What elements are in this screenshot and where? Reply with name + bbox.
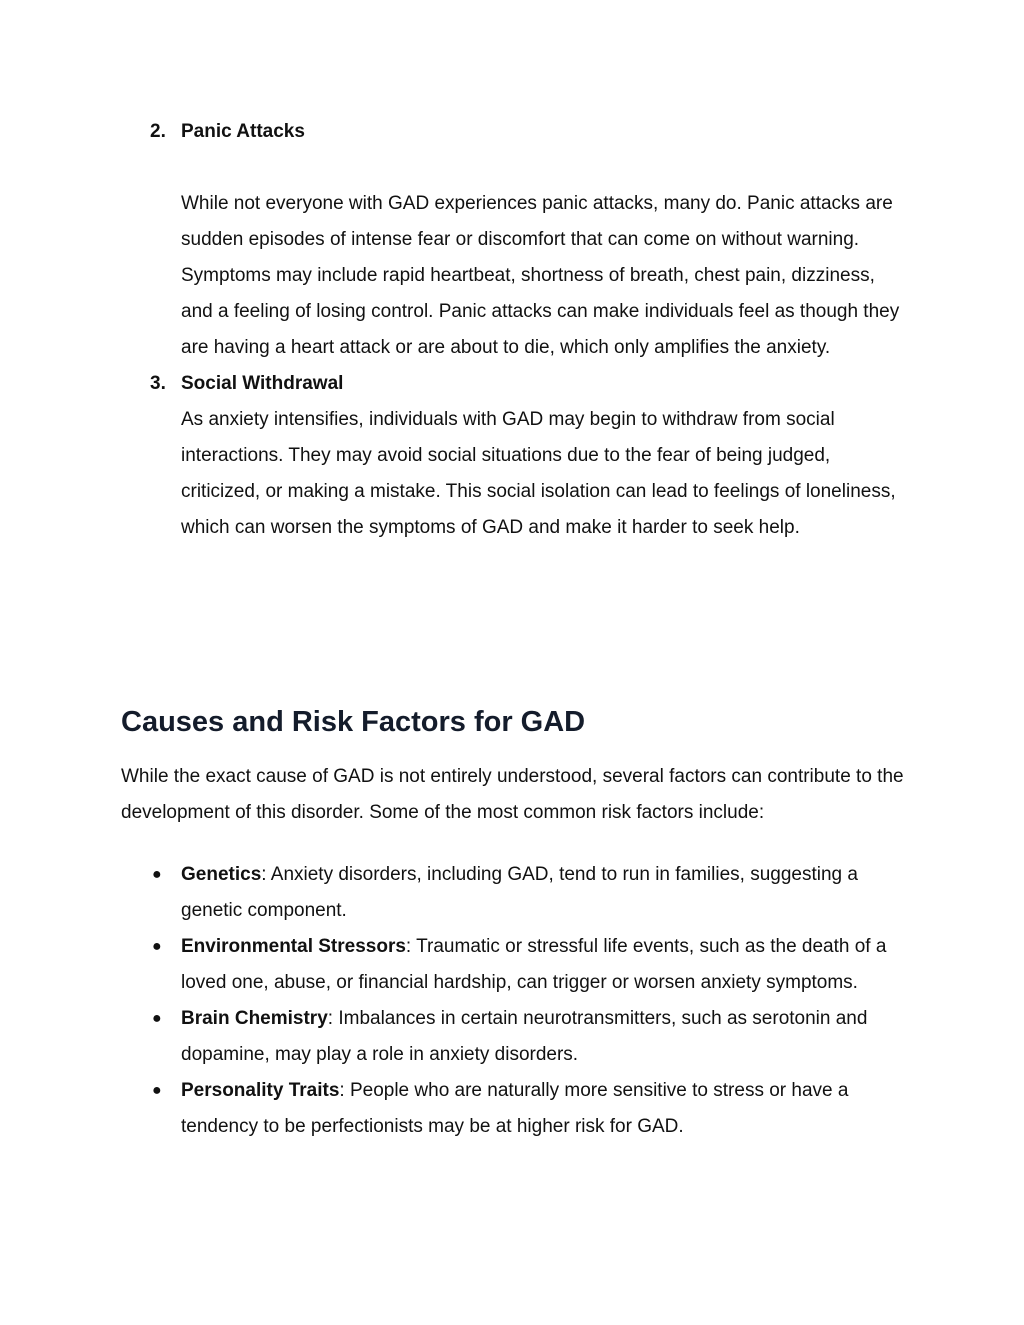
list-item: [0, 857, 911, 929]
risk-factor-list: [0, 857, 1024, 1145]
list-item-panic-attacks: [0, 114, 911, 366]
list-item-social-withdrawal: [0, 366, 911, 546]
section-heading: Causes and Risk Factors for GAD: [121, 706, 586, 738]
section-intro: While the exact cause of GAD is not entirely understood, several factors can contribute to the development of this disorder. Some of the most common risk factors include:: [121, 766, 904, 823]
bullet-term: Environmental Stressors: [181, 936, 406, 957]
bullet-marker: ●: [152, 1010, 162, 1027]
bullet-term: Brain Chemistry: [181, 1008, 328, 1029]
list-item-number: 2.: [150, 121, 166, 142]
list-item-body: As anxiety intensifies, individuals with GAD may begin to withdraw from social interactions. They may avoid social situations due to the fear of being judged, criticized, or making a mistake. This social isolation can lead to feelings of loneliness, which can worsen the symptoms of GAD and make it harder to seek help.: [181, 409, 896, 538]
list-item: [0, 929, 911, 1001]
bullet-marker: ●: [152, 1082, 162, 1099]
bullet-term: Genetics: [181, 864, 262, 885]
bullet-text: : Anxiety disorders, including GAD, tend to run in families, suggesting a genetic component.: [181, 864, 858, 921]
bullet-term: Personality Traits: [181, 1080, 340, 1101]
list-item: [0, 1073, 911, 1145]
bullet-marker: ●: [152, 938, 162, 955]
bullet-text: : Traumatic or stressful life events, such as the death of a loved one, abuse, or financial hardship, can trigger or worsen anxiety symptoms.: [181, 936, 887, 993]
list-item-title: Social Withdrawal: [181, 373, 344, 394]
bullet-marker: ●: [152, 866, 162, 883]
list-item: [0, 1001, 911, 1073]
list-item-body: While not everyone with GAD experiences panic attacks, many do. Panic attacks are sudden episodes of intense fear or discomfort that can come on without warning. Symptoms may include rapid heartbeat, shortness of breath, chest pain, dizziness, and a feeling of losing control. Panic attacks can make individuals feel as though they are having a heart attack or are about to die, which only amplifies the anxiety.: [181, 193, 900, 358]
bullet-text: : People who are naturally more sensitive to stress or have a tendency to be perfectionists may be at higher risk for GAD.: [181, 1080, 849, 1137]
list-item-number: 3.: [150, 373, 166, 394]
list-item-title: Panic Attacks: [181, 121, 305, 142]
bullet-text: : Imbalances in certain neurotransmitters, such as serotonin and dopamine, may play a role in anxiety disorders.: [181, 1008, 868, 1065]
numbered-list: [0, 114, 1024, 546]
